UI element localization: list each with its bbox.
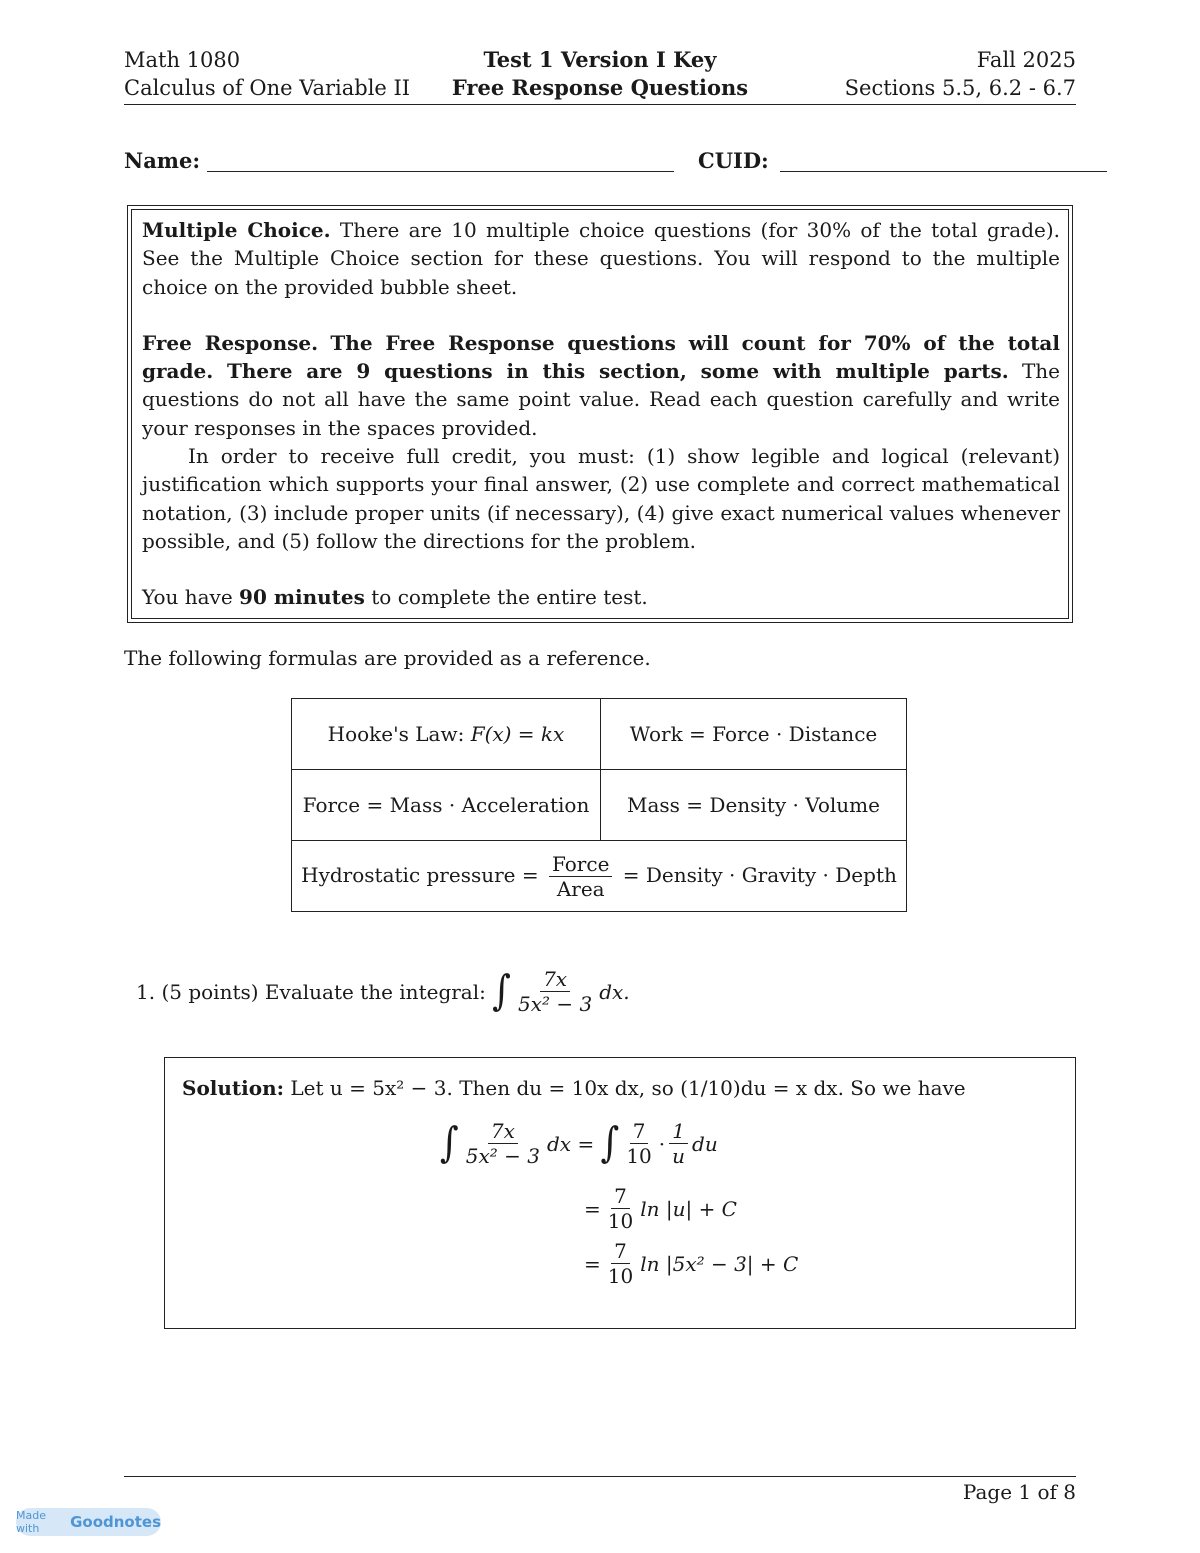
mass-cell: Mass = Density · Volume xyxy=(601,770,907,841)
header-rule xyxy=(124,104,1076,105)
sections: Sections 5.5, 6.2 - 6.7 xyxy=(844,76,1076,100)
course-title: Calculus of One Variable II xyxy=(124,76,411,100)
test-title: Test 1 Version I Key xyxy=(483,47,717,72)
solution-line-2: = $\frac{7}{10}$ ln |u| + C xyxy=(584,1184,737,1233)
solution-intro: Solution: Let u = 5x² − 3. Then du = 10x dx, so (1/10)du = x dx. So we have xyxy=(182,1076,966,1100)
formulas-intro: The following formulas are provided as a reference. xyxy=(124,646,651,670)
free-response-instructions: Free Response. The Free Response questions will count for 70% of the total grade. There are 9 questions in this section, some with multiple parts. The questions do not all have the same point value. Read each question carefully and write your responses in the spaces provided. xyxy=(142,330,1061,440)
semester: Fall 2025 xyxy=(976,48,1076,72)
goodnotes-badge[interactable]: Made with Goodnotes xyxy=(16,1509,161,1535)
work-cell: Work = Force · Distance xyxy=(601,699,907,770)
cuid-field[interactable] xyxy=(780,171,1107,172)
time-limit: You have 90 minutes to complete the entire test. xyxy=(142,585,648,610)
name-label: Name: xyxy=(124,148,201,173)
pressure-cell: Hydrostatic pressure = $\frac{\text{Force}}{\text{Area}}$ = Density · Gravity · Depth xyxy=(292,841,907,912)
solution-line-1: ∫ $\frac{7x}{\text{5x² − 3}}$ dx = ∫ $\frac{7}{10}$ · $\frac{1}{u}$ du xyxy=(440,1119,718,1168)
integral-sign: ∫ xyxy=(492,967,511,1015)
force-cell: Force = Mass · Acceleration xyxy=(292,770,601,841)
page-number: Page 1 of 8 xyxy=(962,1480,1076,1504)
instructions-box xyxy=(127,205,1073,623)
cuid-label: CUID: xyxy=(698,148,769,173)
test-subtitle: Free Response Questions xyxy=(451,75,749,100)
question-1: 1. (5 points) Evaluate the integral: ∫ $\frac{7x}{\text{5x² − 3}}$ dx. xyxy=(136,967,630,1016)
name-field[interactable] xyxy=(207,171,674,172)
hookes-law-cell: Hooke's Law: F(x) = kx xyxy=(292,699,601,770)
solution-line-3: = $\frac{7}{10}$ ln |5x² − 3| + C xyxy=(584,1239,799,1288)
formula-table xyxy=(291,698,907,912)
course-number: Math 1080 xyxy=(124,48,241,72)
multiple-choice-instructions: Multiple Choice. There are 10 multiple choice questions (for 30% of the total grade). See the Multiple Choice section for these questions. You will respond to the multiple choice on the provided bubble sheet. xyxy=(142,218,1060,299)
credit-instructions: In order to receive full credit, you must: (1) show legible and logical (relevant) justification which supports your final answer, (2) use complete and correct mathematical notation, (3) include proper units (if necessary), (4) give exact numerical values whenever possible, and (5) follow the directions for the problem. xyxy=(142,444,1060,553)
footer-rule xyxy=(124,1476,1076,1477)
